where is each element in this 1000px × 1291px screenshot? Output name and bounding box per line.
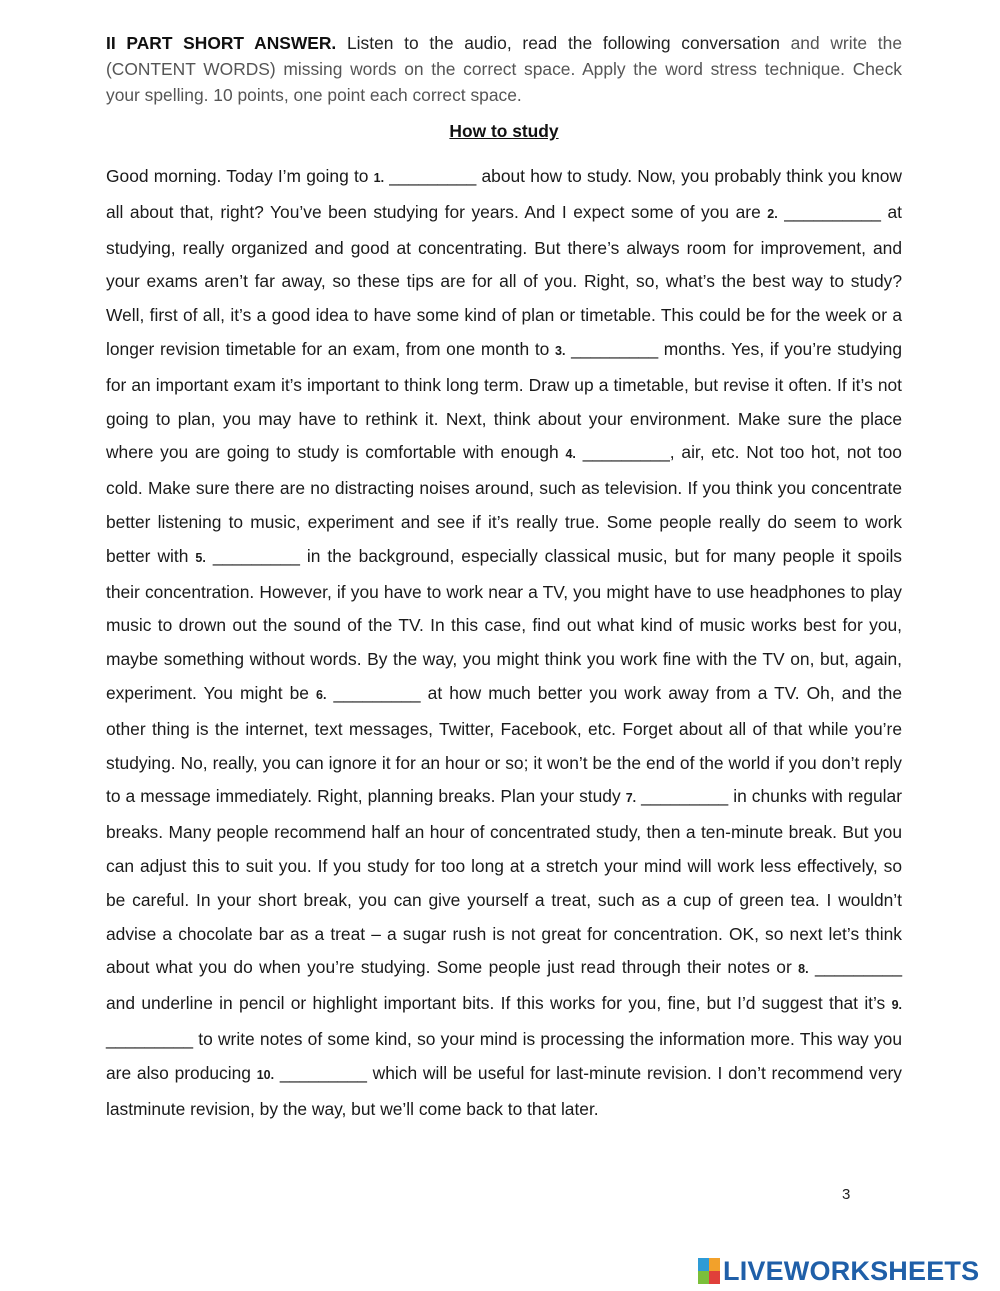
passage-text: which will be useful for last-minute revision. I don’t recommend very lastminute revision, by the way, but we’ll come back to that later. [106, 1062, 902, 1119]
passage-text: , air, etc. Not too hot, not too cold. Make sure there are no distracting noises around, such as television. If you think you concentrate better listening to music, experiment and see if it’s really true. Some people really do seem to work better with [106, 442, 902, 566]
blank-number-6: 6. [316, 687, 327, 702]
blank-number-8: 8. [798, 962, 809, 977]
passage-text: to write notes of some kind, so your mind is processing the information more. This way you are also producing [106, 1028, 902, 1083]
passage-text: in chunks with regular breaks. Many people recommend half an hour of concentrated study, then a ten-minute break. But you can adjust this to suit you. If you study for too long at a stretch your mind will work less effectively, so be careful. In your short break, you can give yourself a treat, such as a cup of green tea. I wouldn’t advise a chocolate bar as a treat – a sugar rush is not great for concentration. OK, so next let’s think about what you do when you’re studying. Some people just read through their notes or [106, 786, 903, 978]
passage-text: about how to study. Now, you probably think you know all about that, right? You’ve been studying for years. And I expect some of you are [106, 166, 902, 222]
instructions-part2: and write the (CONTENT WORDS) missing words on the correct space. Apply the word stress technique. Check your spelling. 10 points, one point each correct space. [106, 33, 902, 105]
passage-text: Good morning. Today I’m going to [106, 166, 374, 186]
liveworksheets-logo[interactable] [698, 1256, 979, 1286]
blank-9[interactable]: _________ [106, 1028, 194, 1049]
instructions [106, 30, 902, 108]
passage [106, 160, 902, 1126]
blank-number-4: 4. [565, 447, 576, 462]
blank-number-7: 7. [625, 791, 637, 806]
passage-text: in the background, especially classical music, but for many people it spoils their concentration. However, if you have to work near a TV, you might have to use headphones to play music to drown out the sound of the TV. In this case, find out what kind of music works best for you, maybe something without words. By the way, you might think you work fine with the TV on, but, again, experiment. You might be [106, 545, 902, 703]
logo-text: LIVEWORKSHEETS [723, 1256, 980, 1286]
blank-number-2: 2. [767, 206, 778, 221]
blank-number-5: 5. [195, 550, 206, 565]
blank-2[interactable]: __________ [784, 201, 881, 222]
blank-8[interactable]: _________ [814, 957, 902, 978]
blank-4[interactable]: _________ [582, 442, 670, 463]
instructions-part1: Listen to the audio, read the following conversation [336, 33, 780, 53]
passage-text: at how much better you work away from a TV. Oh, and the other thing is the internet, text messages, Twitter, Facebook, etc. Forget about all of that while you’re studying. No, really, you can ignore it for an hour or so; it won’t be the end of the world if you don’t reply to a message immediately. Right, planning breaks. Plan your study [106, 682, 903, 807]
blank-6[interactable]: _________ [333, 682, 421, 703]
blank-10[interactable]: _________ [279, 1062, 367, 1083]
page-number: 3 [842, 1186, 851, 1203]
instructions-lead: II PART SHORT ANSWER. [106, 33, 337, 53]
passage-text: at studying, really organized and good at concentrating. But there’s always room for improvement, and your exams aren’t far away, so these tips are for all of you. Right, so, what’s the best way to study? Well, first of all, it’s a good idea to have some kind of plan or timetable. This could be for the week or a longer revision timetable for an exam, from one month to [106, 201, 902, 359]
blank-5[interactable]: _________ [212, 545, 300, 566]
blank-number-3: 3. [555, 343, 566, 358]
passage-text: months. Yes, if you’re studying for an important exam it’s important to think long term. Draw up a timetable, but revise it often. If it’s not going to plan, you may have to rethink it. Next, think about your environment. Make sure the place where you are going to study is comfortable with enough [106, 338, 902, 463]
blank-number-9: 9. [891, 998, 902, 1013]
worksheet-page [106, 30, 902, 1126]
passage-text: and underline in pencil or highlight important bits. If this works for you, fine, but I’d suggest that it’s [106, 993, 892, 1014]
blank-1[interactable]: _________ [389, 166, 477, 186]
blank-number-10: 10. [256, 1067, 275, 1082]
blank-number-1: 1. [373, 171, 385, 185]
blank-7[interactable]: _________ [641, 786, 729, 807]
liveworksheets-logo-icon [698, 1258, 720, 1284]
passage-title: How to study [449, 121, 559, 141]
blank-3[interactable]: _________ [571, 338, 659, 359]
